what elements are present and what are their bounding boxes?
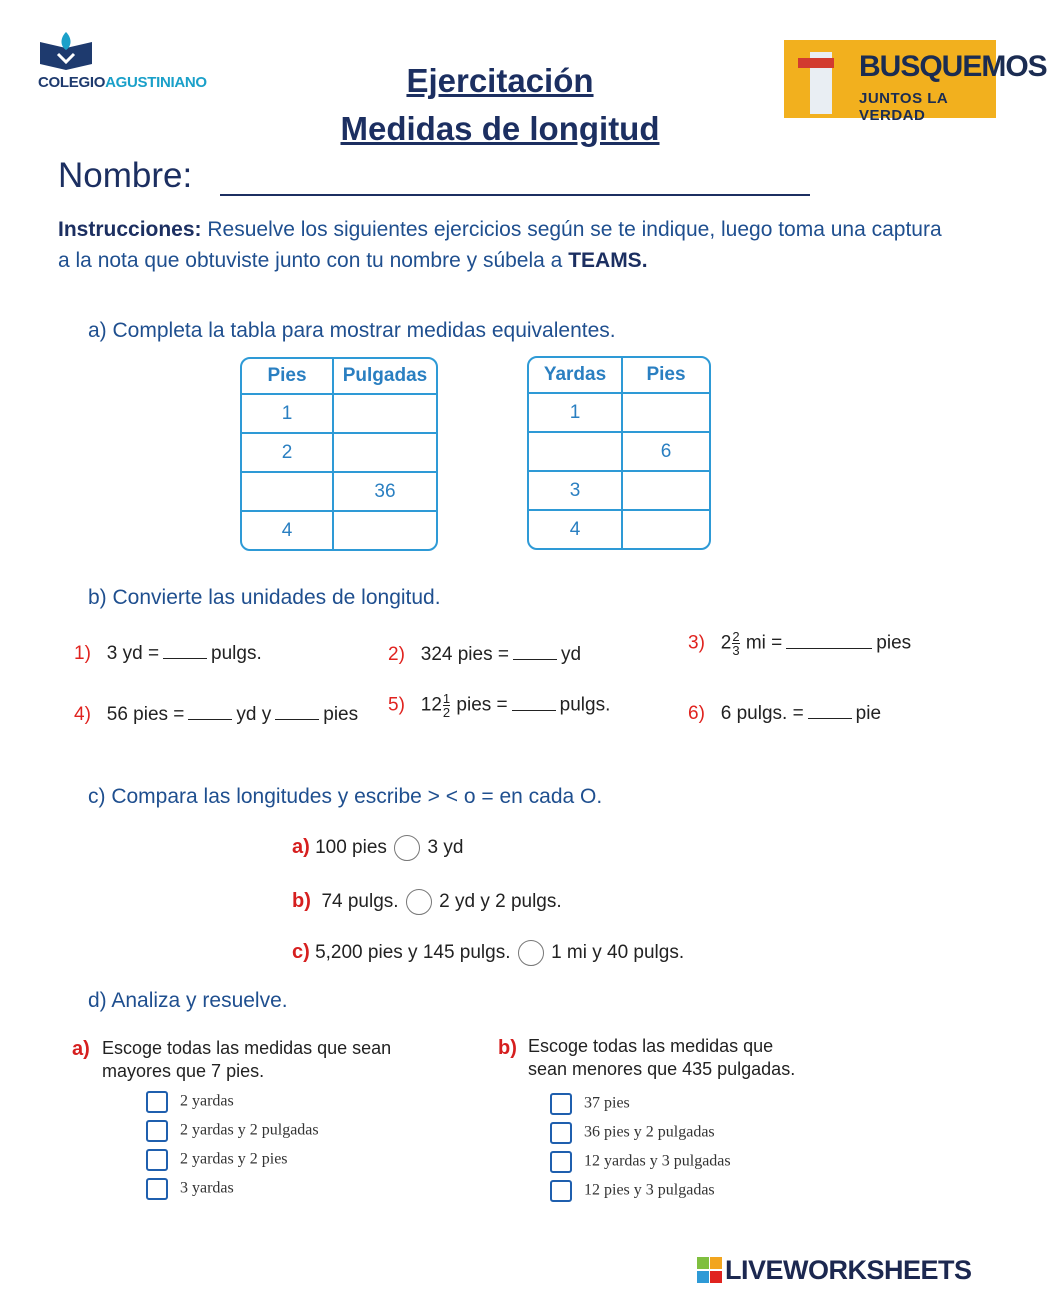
compare-item-c: c) 5,200 pies y 145 pulgs. 1 mi y 40 pulgs. — [292, 940, 684, 966]
checkbox-icon[interactable] — [550, 1180, 572, 1202]
option-checkbox[interactable]: 12 yardas y 3 pulgadas — [550, 1151, 731, 1173]
option-checkbox[interactable]: 2 yardas y 2 pulgadas — [146, 1120, 319, 1142]
table-row — [529, 472, 709, 511]
checkbox-icon[interactable] — [146, 1178, 168, 1200]
name-label: Nombre: — [58, 156, 193, 195]
compare-item-b: b) 74 pulgs. 2 yd y 2 pulgs. — [292, 889, 562, 915]
sign-icon — [798, 58, 834, 68]
answer-blank[interactable] — [163, 658, 207, 659]
conversion-item-1: 1) 3 yd = pulgs. — [74, 643, 262, 664]
answer-blank[interactable] — [808, 718, 852, 719]
section-c-heading: c) Compara las longitudes y escribe > < o = en cada O. — [88, 785, 603, 808]
checkbox-icon[interactable] — [146, 1091, 168, 1113]
checkbox-icon[interactable] — [146, 1120, 168, 1142]
table-row — [242, 512, 436, 549]
name-input-line[interactable] — [220, 194, 810, 196]
option-checkbox[interactable]: 2 yardas y 2 pies — [146, 1149, 288, 1171]
option-checkbox[interactable]: 37 pies — [550, 1093, 630, 1115]
table-header: Pulgadas — [334, 359, 436, 395]
page-title: Ejercitación — [406, 62, 594, 99]
answer-cell[interactable] — [334, 395, 436, 434]
logo-square-icon — [697, 1257, 709, 1269]
problem-text: Escoge todas las medidas que sean menores que 435 pulgadas. — [528, 1036, 796, 1079]
motto-line1: BUSQUEMOS — [859, 50, 1047, 83]
answer-cell[interactable] — [623, 394, 709, 433]
logo-square-icon — [697, 1271, 709, 1283]
table-header: Yardas — [529, 358, 623, 394]
answer-cell[interactable] — [242, 473, 334, 512]
section-d-heading: d) Analiza y resuelve. — [88, 989, 288, 1012]
motto-logo — [784, 40, 1047, 124]
conversion-item-2: 2) 324 pies = yd — [388, 644, 582, 665]
section-b-heading: b) Convierte las unidades de longitud. — [88, 586, 441, 609]
compare-item-a: a) 100 pies 3 yd — [292, 835, 463, 861]
table-cell: 3 — [529, 472, 623, 511]
problem-letter: a) — [72, 1038, 90, 1060]
section-a-heading: a) Completa la tabla para mostrar medidas equivalentes. — [88, 319, 616, 342]
table-row — [242, 434, 436, 473]
table-cell: 1 — [529, 394, 623, 433]
checkbox-icon[interactable] — [146, 1149, 168, 1171]
table-cell: 1 — [242, 395, 334, 434]
answer-cell[interactable] — [334, 434, 436, 473]
checkbox-icon[interactable] — [550, 1093, 572, 1115]
logo-square-icon — [710, 1257, 722, 1269]
problem-text: Escoge todas las medidas que sean mayores que 7 pies. — [102, 1038, 392, 1081]
table-row — [242, 395, 436, 434]
compare-circle[interactable] — [518, 940, 544, 966]
option-checkbox[interactable]: 3 yardas — [146, 1178, 234, 1200]
table-yardas-pies — [527, 356, 711, 550]
table-row — [529, 394, 709, 433]
table-row — [242, 473, 436, 512]
conversion-item-5: 5) 12 $\frac{1}{2}$ pies = pulgs. — [388, 691, 611, 720]
option-checkbox[interactable]: 36 pies y 2 pulgadas — [550, 1122, 715, 1144]
answer-cell[interactable] — [334, 512, 436, 549]
liveworksheets-logo — [697, 1255, 997, 1287]
compare-circle[interactable] — [394, 835, 420, 861]
table-cell: 6 — [623, 433, 709, 472]
table-row — [529, 433, 709, 472]
brand-name: LIVEWORKSHEETS — [725, 1255, 972, 1285]
compare-circle[interactable] — [406, 889, 432, 915]
answer-blank[interactable] — [188, 719, 232, 720]
answer-blank[interactable] — [275, 719, 319, 720]
table-pies-pulgadas — [240, 357, 438, 551]
table-cell: 4 — [529, 511, 623, 548]
answer-blank[interactable] — [513, 659, 557, 660]
table-cell: 36 — [334, 473, 436, 512]
option-checkbox[interactable]: 12 pies y 3 pulgadas — [550, 1180, 715, 1202]
option-checkbox[interactable]: 2 yardas — [146, 1091, 234, 1113]
answer-cell[interactable] — [623, 511, 709, 548]
problem-letter: b) — [498, 1037, 517, 1059]
conversion-item-4: 4) 56 pies = yd y pies — [74, 704, 359, 725]
answer-cell[interactable] — [623, 472, 709, 511]
school-name: COLEGIOAGUSTINIANO — [38, 74, 207, 91]
motto-line2: JUNTOS LA VERDAD — [859, 90, 948, 124]
table-cell: 2 — [242, 434, 334, 473]
checkbox-icon[interactable] — [550, 1151, 572, 1173]
table-cell: 4 — [242, 512, 334, 549]
answer-blank[interactable] — [786, 648, 872, 649]
conversion-item-3: 3) 2 $\frac{2}{3}$ mi = pies — [688, 629, 912, 658]
table-header: Pies — [623, 358, 709, 394]
page-subtitle: Medidas de longitud — [340, 110, 660, 147]
table-row — [529, 511, 709, 548]
conversion-item-6: 6) 6 pulgs. = pie — [688, 703, 882, 724]
table-header: Pies — [242, 359, 334, 395]
instructions: Instrucciones: Resuelve los siguientes ejercicios según se te indique, luego toma una captura a la nota que obtuviste junto con tu nombre y súbela a TEAMS. — [58, 218, 942, 272]
checkbox-icon[interactable] — [550, 1122, 572, 1144]
answer-blank[interactable] — [512, 710, 556, 711]
logo-square-icon — [710, 1271, 722, 1283]
answer-cell[interactable] — [529, 433, 623, 472]
